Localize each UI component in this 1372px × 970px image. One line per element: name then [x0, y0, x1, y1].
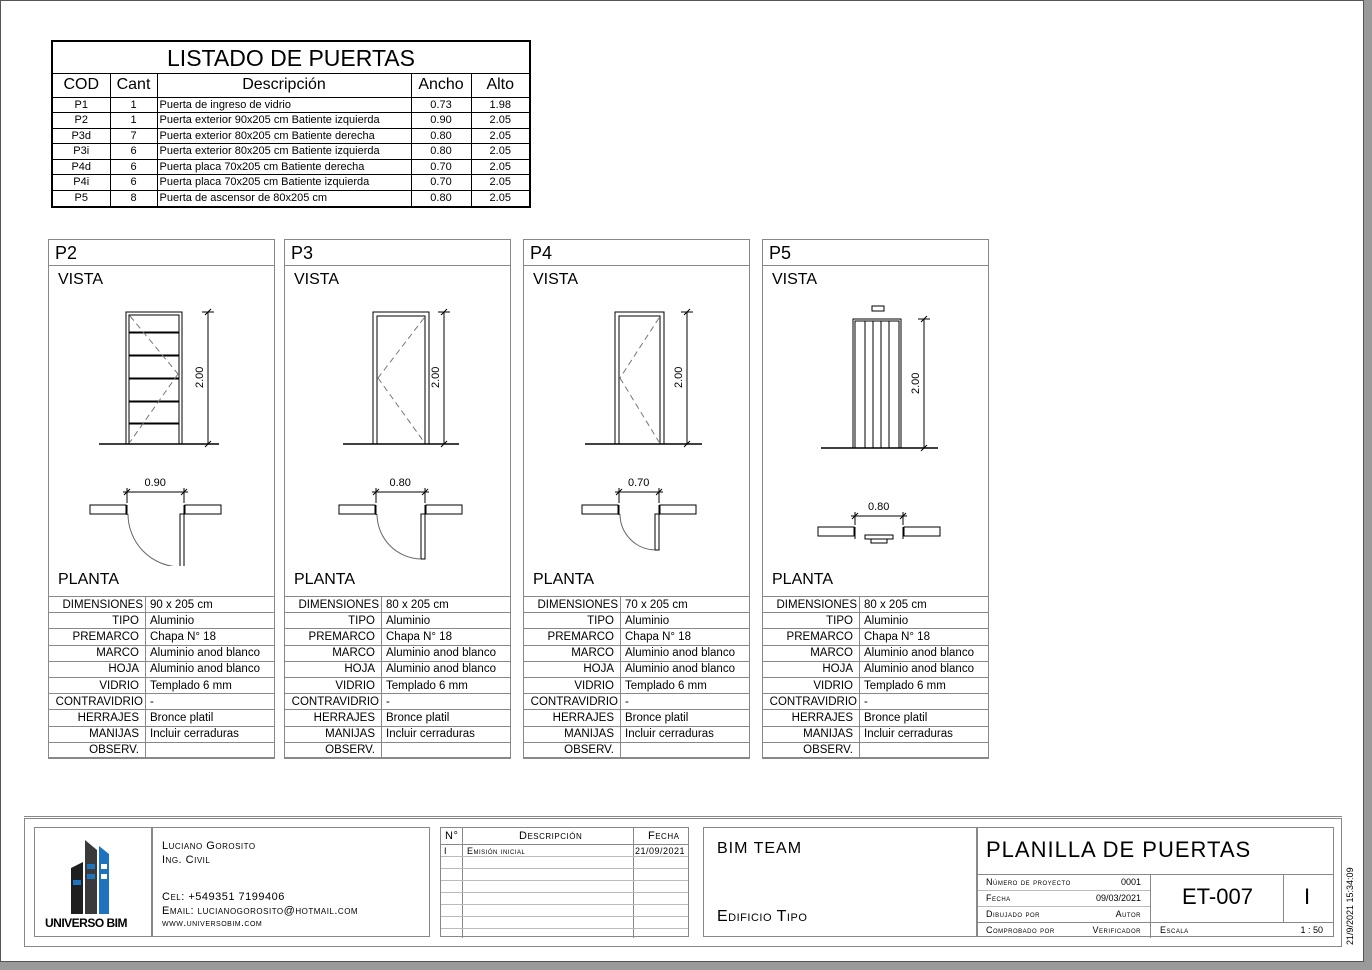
spec-key: VIDRIO [49, 677, 146, 693]
spec-key: DIMENSIONES [524, 597, 621, 613]
spec-value: Aluminio [146, 613, 275, 629]
door-schedule-row [53, 175, 529, 191]
row-ancho: 0.73 [411, 97, 471, 113]
spec-value: Aluminio [382, 613, 511, 629]
width-dimension-label: 0.80 [868, 501, 890, 513]
spec-key: OBSERV. [49, 742, 146, 758]
row-alto: 2.05 [471, 113, 529, 129]
spec-row [285, 710, 511, 726]
door-spec-table [762, 596, 989, 759]
planta-label: PLANTA [772, 571, 834, 588]
spec-key: VIDRIO [763, 677, 860, 693]
row-cant: 6 [110, 144, 157, 160]
spec-value: Aluminio anod blanco [860, 661, 989, 677]
door-code: P5 [769, 243, 792, 263]
spec-key: MARCO [285, 645, 382, 661]
spec-value: Chapa N° 18 [860, 629, 989, 645]
spec-value: 80 x 205 cm [382, 597, 511, 613]
spec-key: HOJA [285, 661, 382, 677]
project-number-label: Número de proyecto [986, 877, 1071, 887]
row-ancho: 0.80 [411, 128, 471, 144]
spec-key: CONTRAVIDRIO [49, 694, 146, 710]
spec-key: VIDRIO [285, 677, 382, 693]
spec-value: Chapa N° 18 [621, 629, 750, 645]
spec-row [285, 613, 511, 629]
project-number-value: 0001 [1120, 877, 1141, 887]
spec-row [524, 710, 750, 726]
vista-label: VISTA [294, 271, 340, 288]
date-value: 09/03/2021 [1095, 893, 1141, 903]
door-spec-table [523, 596, 750, 759]
spec-value [860, 742, 989, 758]
spec-row [49, 710, 275, 726]
spec-value [621, 742, 750, 758]
spec-value: 70 x 205 cm [621, 597, 750, 613]
spec-key: DIMENSIONES [285, 597, 382, 613]
spec-value: Incluir cerraduras [146, 726, 275, 742]
door-schedule-row [53, 144, 529, 160]
width-dimension-label: 0.90 [144, 477, 166, 489]
spec-row [524, 677, 750, 693]
logo-text: UNIVERSO BIM [45, 916, 128, 930]
row-descripcion: Puerta exterior 90x205 cm Batiente izquierda [157, 113, 411, 129]
rev-header-date: Fecha [648, 830, 680, 842]
door-card-p4 [523, 239, 750, 758]
row-descripcion: Puerta de ingreso de vidrio [157, 97, 411, 113]
door-schedule-row [53, 128, 529, 144]
door-schedule-table [51, 40, 531, 208]
row-descripcion: Puerta de ascensor de 80x205 cm [157, 190, 411, 206]
row-cant: 8 [110, 190, 157, 206]
spec-value: 80 x 205 cm [860, 597, 989, 613]
row-cant: 7 [110, 128, 157, 144]
door-schedule-row [53, 97, 529, 113]
author-email: Email: lucianogorosito@hotmail.com [162, 905, 359, 917]
titleblock-separator [24, 816, 1342, 817]
door-spec-table [284, 596, 511, 759]
spec-value: Bronce platil [146, 710, 275, 726]
row-descripcion: Puerta placa 70x205 cm Batiente derecha [157, 159, 411, 175]
spec-row [763, 613, 989, 629]
row-cod: P3d [53, 128, 110, 144]
spec-value: Templado 6 mm [146, 677, 275, 693]
spec-row [763, 726, 989, 742]
spec-key: CONTRAVIDRIO [763, 694, 860, 710]
spec-key: MANIJAS [285, 726, 382, 742]
spec-value: - [146, 694, 275, 710]
vista-label: VISTA [533, 271, 579, 288]
door-code: P2 [55, 243, 78, 263]
spec-row [763, 645, 989, 661]
door-drawing [285, 266, 512, 566]
row-cod: P5 [53, 190, 110, 206]
spec-value: Aluminio [621, 613, 750, 629]
door-plan-drawing [818, 512, 940, 543]
row-cant: 1 [110, 97, 157, 113]
revision-number: I [1304, 884, 1311, 909]
checked-by-label: Comprobado por [986, 925, 1055, 935]
spec-key: PREMARCO [763, 629, 860, 645]
spec-key: TIPO [524, 613, 621, 629]
spec-row [524, 694, 750, 710]
spec-key: CONTRAVIDRIO [524, 694, 621, 710]
spec-key: CONTRAVIDRIO [285, 694, 382, 710]
spec-key: PREMARCO [285, 629, 382, 645]
spec-row [763, 742, 989, 758]
spec-key: HOJA [524, 661, 621, 677]
author-phone: Cel: +549351 7199406 [162, 891, 285, 903]
author-name: Luciano Gorosito [162, 840, 256, 852]
spec-row [49, 645, 275, 661]
spec-row [285, 645, 511, 661]
door-code: P4 [530, 243, 553, 263]
header-ancho: Ancho [411, 74, 471, 97]
row-cod: P4i [53, 175, 110, 191]
spec-value: Bronce platil [860, 710, 989, 726]
spec-key: MARCO [763, 645, 860, 661]
spec-key: OBSERV. [763, 742, 860, 758]
spec-row [524, 661, 750, 677]
spec-value [146, 742, 275, 758]
spec-value: Aluminio anod blanco [382, 645, 511, 661]
vista-label: VISTA [58, 271, 104, 288]
door-drawing [524, 266, 751, 566]
sheet-number: ET-007 [1182, 884, 1253, 909]
spec-row [285, 677, 511, 693]
row-ancho: 0.80 [411, 144, 471, 160]
spec-key: TIPO [763, 613, 860, 629]
door-drawing [49, 266, 276, 566]
spec-key: OBSERV. [524, 742, 621, 758]
rev-row-number: I [444, 846, 448, 856]
row-alto: 2.05 [471, 190, 529, 206]
row-alto: 2.05 [471, 159, 529, 175]
spec-row [49, 629, 275, 645]
print-timestamp: 21/9/2021 15:34:09 [1345, 867, 1355, 945]
spec-value: Bronce platil [382, 710, 511, 726]
door-schedule-header [53, 74, 529, 97]
row-cod: P2 [53, 113, 110, 129]
door-plan-drawing [582, 488, 696, 550]
planta-label: PLANTA [58, 571, 120, 588]
spec-value: Bronce platil [621, 710, 750, 726]
spec-value: Templado 6 mm [860, 677, 989, 693]
height-dimension-label: 2.00 [673, 366, 685, 388]
row-cant: 1 [110, 113, 157, 129]
spec-key: HERRAJES [285, 710, 382, 726]
planta-label: PLANTA [294, 571, 356, 588]
spec-row [49, 613, 275, 629]
drawn-by-label: Dibujado por [986, 909, 1041, 919]
row-alto: 2.05 [471, 175, 529, 191]
spec-key: OBSERV. [285, 742, 382, 758]
row-alto: 2.05 [471, 144, 529, 160]
revision-table [440, 827, 689, 937]
row-cant: 6 [110, 159, 157, 175]
spec-row [524, 597, 750, 613]
width-dimension-label: 0.80 [389, 477, 411, 489]
spec-row [285, 694, 511, 710]
spec-row [49, 694, 275, 710]
rev-header-description: Descripción [519, 830, 583, 842]
rev-row-description: Emisión inicial [467, 846, 526, 856]
spec-key: PREMARCO [49, 629, 146, 645]
row-ancho: 0.70 [411, 175, 471, 191]
spec-row [49, 677, 275, 693]
spec-row [285, 661, 511, 677]
spec-value: Aluminio [860, 613, 989, 629]
spec-key: MANIJAS [763, 726, 860, 742]
spec-row [49, 597, 275, 613]
spec-value: Aluminio anod blanco [621, 645, 750, 661]
height-dimension-label: 2.00 [194, 366, 206, 388]
spec-value: Aluminio anod blanco [146, 661, 275, 677]
spec-row [524, 645, 750, 661]
spec-key: MANIJAS [49, 726, 146, 742]
spec-value: - [621, 694, 750, 710]
spec-value: Aluminio anod blanco [382, 661, 511, 677]
row-ancho: 0.90 [411, 113, 471, 129]
row-descripcion: Puerta exterior 80x205 cm Batiente derecha [157, 128, 411, 144]
spec-row [285, 597, 511, 613]
spec-value: Aluminio anod blanco [860, 645, 989, 661]
door-schedule-row [53, 113, 529, 129]
header-cod: COD [53, 74, 110, 97]
header-cant: Cant [110, 74, 157, 97]
door-drawing [763, 266, 990, 566]
rev-header-number: N° [445, 830, 459, 842]
row-alto: 1.98 [471, 97, 529, 113]
spec-row [49, 726, 275, 742]
date-label: Fecha [986, 893, 1011, 903]
spec-key: HOJA [763, 661, 860, 677]
door-card-p3 [284, 239, 511, 758]
spec-row [285, 742, 511, 758]
spec-row [763, 694, 989, 710]
spec-value: Incluir cerraduras [860, 726, 989, 742]
spec-key: MANIJAS [524, 726, 621, 742]
row-cant: 6 [110, 175, 157, 191]
door-card-p2 [48, 239, 275, 758]
spec-row [285, 726, 511, 742]
spec-value: Incluir cerraduras [621, 726, 750, 742]
spec-value: Aluminio anod blanco [146, 645, 275, 661]
spec-key: HOJA [49, 661, 146, 677]
spec-row [49, 742, 275, 758]
spec-value [382, 742, 511, 758]
spec-row [49, 661, 275, 677]
door-schedule-row [53, 159, 529, 175]
spec-key: TIPO [285, 613, 382, 629]
spec-row [524, 613, 750, 629]
project-box [703, 827, 977, 937]
spec-key: HERRAJES [524, 710, 621, 726]
spec-key: MARCO [524, 645, 621, 661]
height-dimension-label: 2.00 [910, 372, 922, 394]
spec-key: DIMENSIONES [763, 597, 860, 613]
row-cod: P1 [53, 97, 110, 113]
drawn-by-value: Autor [1115, 909, 1141, 919]
spec-value: - [382, 694, 511, 710]
vista-label: VISTA [772, 271, 818, 288]
spec-value: Chapa N° 18 [382, 629, 511, 645]
spec-key: VIDRIO [524, 677, 621, 693]
door-plan-drawing [90, 488, 221, 566]
spec-row [763, 661, 989, 677]
spec-key: PREMARCO [524, 629, 621, 645]
row-cod: P4d [53, 159, 110, 175]
sheet-info-box [977, 827, 1334, 937]
door-spec-table [48, 596, 275, 759]
spec-value: 90 x 205 cm [146, 597, 275, 613]
spec-key: HERRAJES [49, 710, 146, 726]
width-dimension-label: 0.70 [628, 477, 650, 489]
team-name: BIM TEAM [717, 840, 803, 857]
row-ancho: 0.80 [411, 190, 471, 206]
building-name: Edificio Tipo [717, 908, 808, 925]
door-schedule-row [53, 190, 529, 206]
spec-value: Templado 6 mm [382, 677, 511, 693]
row-ancho: 0.70 [411, 159, 471, 175]
row-alto: 2.05 [471, 128, 529, 144]
spec-row [524, 726, 750, 742]
scale-label: Escala [1160, 925, 1189, 935]
spec-value: Templado 6 mm [621, 677, 750, 693]
planta-label: PLANTA [533, 571, 595, 588]
scale-value: 1 : 50 [1300, 925, 1323, 935]
spec-key: HERRAJES [763, 710, 860, 726]
spec-row [763, 710, 989, 726]
spec-key: TIPO [49, 613, 146, 629]
spec-row [763, 677, 989, 693]
door-schedule-title: LISTADO DE PUERTAS [53, 42, 529, 74]
author-title: Ing. Civil [162, 854, 211, 866]
door-plan-drawing [339, 488, 462, 559]
spec-value: Aluminio anod blanco [621, 661, 750, 677]
height-dimension-label: 2.00 [430, 366, 442, 388]
row-cod: P3i [53, 144, 110, 160]
rev-row-date: 21/09/2021 [635, 846, 686, 856]
spec-row [763, 597, 989, 613]
door-card-p5 [762, 239, 989, 758]
sheet-title: PLANILLA DE PUERTAS [986, 837, 1252, 862]
header-descripcion: Descripción [157, 74, 411, 97]
author-box [152, 827, 430, 937]
spec-key: MARCO [49, 645, 146, 661]
spec-row [763, 629, 989, 645]
spec-row [524, 629, 750, 645]
author-web: www.universobim.com [162, 918, 263, 929]
spec-value: Chapa N° 18 [146, 629, 275, 645]
spec-row [524, 742, 750, 758]
spec-key: DIMENSIONES [49, 597, 146, 613]
row-descripcion: Puerta placa 70x205 cm Batiente izquierda [157, 175, 411, 191]
logo-box [34, 827, 152, 937]
spec-value: Incluir cerraduras [382, 726, 511, 742]
checked-by-value: Verificador [1092, 925, 1141, 935]
header-alto: Alto [471, 74, 529, 97]
spec-row [285, 629, 511, 645]
door-code: P3 [291, 243, 314, 263]
spec-value: - [860, 694, 989, 710]
row-descripcion: Puerta exterior 80x205 cm Batiente izquierda [157, 144, 411, 160]
